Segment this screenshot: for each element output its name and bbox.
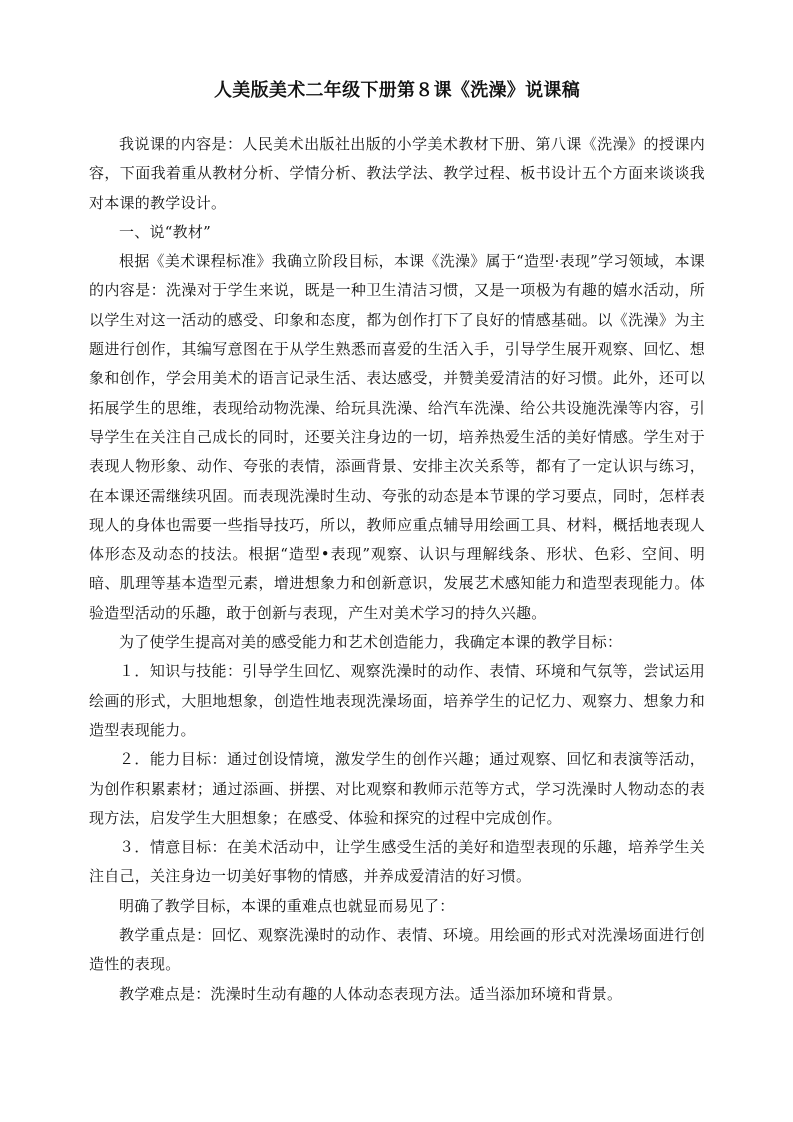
textbook-analysis-paragraph: 根据《美术课程标准》我确立阶段目标，本课《洗澡》属于“造型·表现”学习领域，本课的内容是：洗澡对于学生来说，既是一种卫生清洁习惯，又是一项极为有趣的嬉水活动，所以学生对这一活动的感受、印象和态度，都为创作打下了良好的情感基础。以《洗澡》为主题进行创作，其编写意图在于从学生熟悉而喜爱的生活入手，引导学生展开观察、回忆、想象和创作，学会用美术的语言记录生活、表达感受，并赞美爱清洁的好习惯。此外，还可以拓展学生的思维，表现给动物洗澡、给玩具洗澡、给汽车洗澡、给公共设施洗澡等内容，引导学生在关注自己成长的同时，还要关注身边的一切，培养热爱生活的美好情感。学生对于表现人物形象、动作、夸张的表情，添画背景、安排主次关系等，都有了一定认识与练习，在本课还需继续巩固。而表现洗澡时生动、夸张的动态是本节课的学习要点，同时，怎样表现人的身体也需要一些指导技巧，所以，教师应重点辅导用绘画工具、材料，概括地表现人体形态及动态的技法。根据“造型•表现”观察、认识与理解线条、形状、色彩、空间、明暗、肌理等基本造型元素，增进想象力和创新意识，发展艺术感知能力和造型表现能力。体验造型活动的乐趣，敢于创新与表现，产生对美术学习的持久兴趣。 — [89, 252, 705, 622]
teaching-difficulty: 教学难点是：洗澡时生动有趣的人体动态表现方法。适当添加环境和背景。 — [119, 984, 623, 1003]
objectives-intro-paragraph: 为了使学生提高对美的感受能力和艺术创造能力，我确定本课的教学目标： — [119, 633, 623, 652]
key-points-intro: 明确了教学目标，本课的重难点也就显而易见了： — [119, 896, 455, 915]
document-page — [89, 78, 705, 1009]
intro-paragraph: 我说课的内容是：人民美术出版社出版的小学美术教材下册、第八课《洗澡》的授课内容，下面我着重从教材分析、学情分析、教法学法、教学过程、板书设计五个方面来谈谈我对本课的教学设计。 — [89, 135, 705, 212]
objective-emotion: ３．情意目标：在美术活动中，让学生感受生活的美好和造型表现的乐趣，培养学生关注自己，关注身边一切美好事物的情感，并养成爱清洁的好习惯。 — [89, 838, 705, 886]
objective-ability: ２．能力目标：通过创设情境，激发学生的创作兴趣；通过观察、回忆和表演等活动，为创作积累素材；通过添画、拼摆、对比观察和教师示范等方式，学习洗澡时人物动态的表现方法，启发学生大胆想象；在感受、体验和探究的过程中完成创作。 — [89, 750, 705, 827]
document-title: 人美版美术二年级下册第８课《洗澡》说课稿 — [214, 80, 580, 101]
section-heading-textbook: 一、说“教材” — [119, 222, 212, 241]
objective-knowledge-skills: １．知识与技能：引导学生回忆、观察洗澡时的动作、表情、环境和气氛等，尝试运用绘画的形式，大胆地想象，创造性地表现洗澡场面，培养学生的记忆力、观察力、想象力和造型表现能力。 — [89, 662, 705, 739]
teaching-key-point: 教学重点是：回忆、观察洗澡时的动作、表情、环境。用绘画的形式对洗澡场面进行创造性的表现。 — [89, 926, 705, 974]
